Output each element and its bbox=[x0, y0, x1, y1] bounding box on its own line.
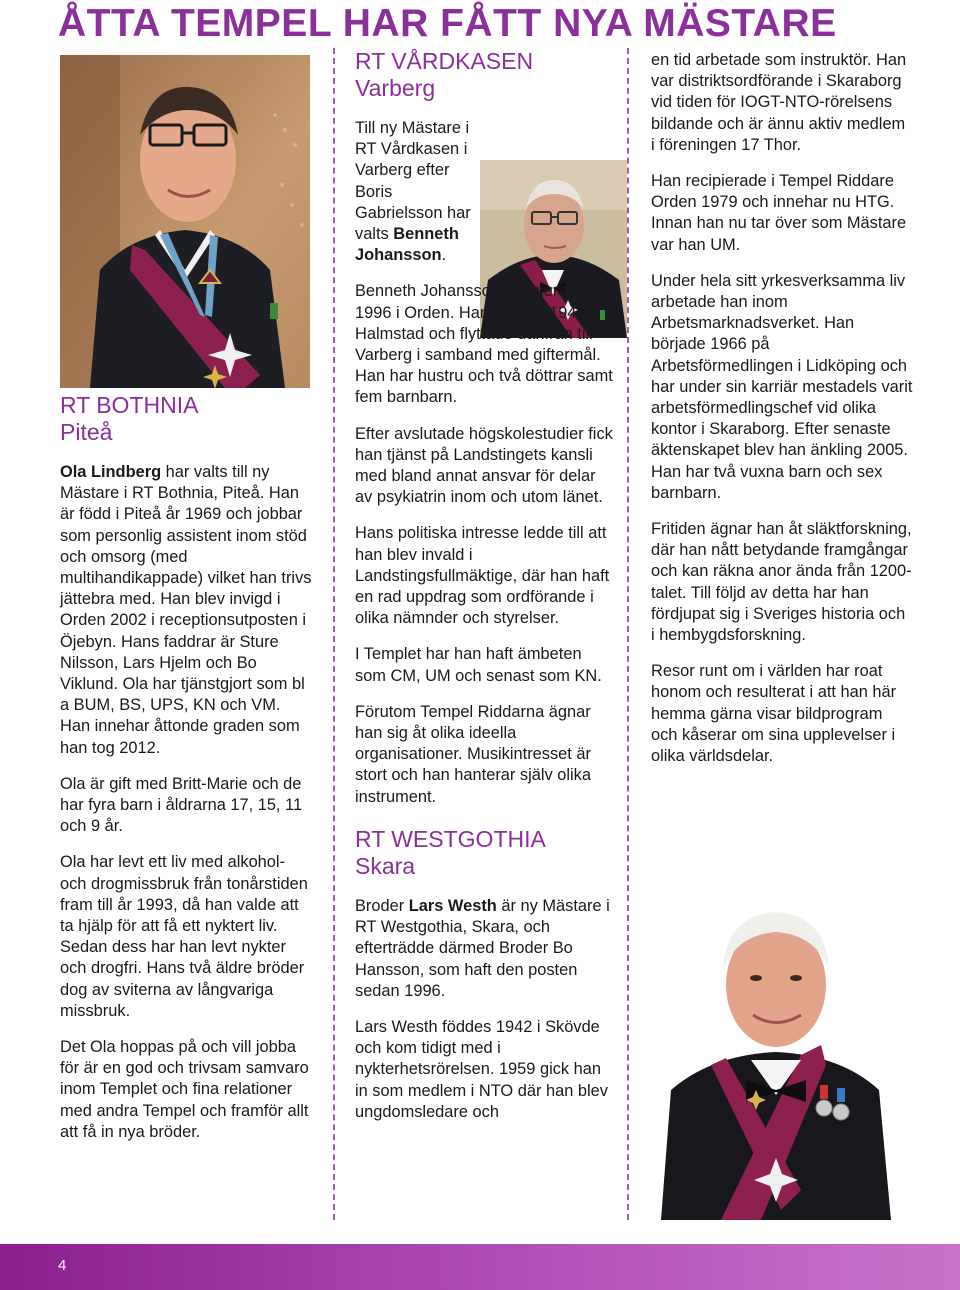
paragraph: Förutom Tempel Riddarna ägnar han sig åt olika ideella organisationer. Musikintresset är stort och han hanterar själv olika instrument. bbox=[355, 702, 591, 806]
column-divider-right bbox=[627, 48, 629, 1220]
paragraph-text: Benneth Johansson recipierade 1996 i Orden. Han är född 1944 i Halmstad och flyttade därifrån till Varberg i samband med giftermål. Han har hustru och två döttrar samt fem barnbarn. bbox=[355, 282, 613, 407]
paragraph bbox=[355, 118, 473, 266]
paragraph-text: har valts till ny Mästare i RT Bothnia, Piteå. Han är född i Piteå år 1969 och jobbar som personlig assistent inom stöd och omsorg (med multihandikappade) vilket han trivs jättebra med. Han blev invigd i Orden 2002 i receptionsutposten i Öjebyn. Hans faddrar är Sture Nilsson, Lars Hjelm och Bo Viklund. Ola har tjänstgjort som bl a BUM, BS, UPS, KN och VM. Han innehar åttonde graden som han tog 2012. bbox=[60, 463, 312, 757]
paragraph: Ola är gift med Britt-Marie och de har fyra barn i åldrarna 17, 15, 11 och 9 år. bbox=[60, 774, 303, 836]
page-title: ÅTTA TEMPEL HAR FÅTT NYA MÄSTARE bbox=[58, 2, 837, 45]
page-number: 4 bbox=[58, 1257, 67, 1274]
temple-name: RT WESTGOTHIA bbox=[355, 825, 546, 852]
paragraph: Efter avslutade högskolestudier fick han tjänst på Landstingets kansli med bland annat ansvar för delar av psykiatrin inom och utom länet. bbox=[355, 424, 613, 507]
heading-rt-vardkasen bbox=[355, 48, 613, 102]
person-name: Lars Westh bbox=[408, 896, 497, 915]
column-westgothia-continued bbox=[651, 50, 913, 782]
temple-name: RT VÅRDKASEN bbox=[355, 48, 534, 74]
paragraph: Det Ola hoppas på och vill jobba för är en god och trivsam samvaro inom Templet och fina relationer med andra Tempel och framför allt att få in nya bröder. bbox=[60, 1038, 309, 1141]
heading-rt-westgothia bbox=[355, 826, 613, 880]
column-vardkasen bbox=[355, 48, 613, 1138]
paragraph bbox=[355, 281, 613, 408]
paragraph: Ola har levt ett liv med alkohol- och drogmissbruk från tonårstiden fram till år 1993, då han valde att ta hjälp för att få ett nyktert liv. Sedan dess har han levt nykter och drogfri. Hans två äldre bröder dog av sviterna av långvariga missbruk. bbox=[60, 853, 308, 1020]
paragraph: Fritiden ägnar han åt släktforskning, där han nått betydande framgångar och kan räkna anor ända från 1200-talet. Till följd av detta har han fördjupat sig i Sveriges historia och i hembygdsforskning. bbox=[651, 520, 912, 645]
paragraph: Resor runt om i världen har roat honom och resulterat i att han här hemma gärna visar bildprogram och kåserar om sina upplevelser i olika världsdelar. bbox=[651, 662, 897, 766]
paragraph: Under hela sitt yrkesverksamma liv arbetade han inom Arbetsmarknadsverket. Han började 1966 på Arbetsförmedlingen i Lidköping och har under sin karriär mestadels varit arbetsförmedlingschef vid olika kontor i Skaraborg. Efter senaste äktenskapet blev han änkling 2005. Han har två vuxna barn och sex barnbarn. bbox=[651, 271, 913, 502]
paragraph-text: är ny Mästare i RT Westgothia, Skara, och efterträdde därmed Broder Bo Hansson, som haft den posten sedan 1996. bbox=[355, 896, 610, 1000]
paragraph: Han recipierade i Tempel Riddare Orden 1979 och innehar nu HTG. Innan han nu tar över som Mästare var han UM. bbox=[651, 172, 907, 254]
paragraph bbox=[355, 896, 613, 1002]
paragraph: Hans politiska intresse ledde till att han blev invald i Landstingsfullmäktige, där han haft en rad uppdrag som ordförande i olika nämnder och styrelser. bbox=[355, 524, 610, 628]
photo-ola-lindberg bbox=[60, 55, 310, 388]
person-name: Benneth Johansson bbox=[355, 225, 459, 265]
paragraph bbox=[60, 462, 312, 759]
paragraph: I Templet har han haft ämbeten som CM, UM och senast som KN. bbox=[355, 645, 602, 685]
temple-city: Piteå bbox=[60, 419, 113, 445]
temple-city: Varberg bbox=[355, 75, 436, 101]
page-footer bbox=[0, 1244, 960, 1290]
temple-city: Skara bbox=[355, 852, 416, 879]
person-name: Ola Lindberg bbox=[60, 463, 162, 481]
paragraph-text: . bbox=[441, 246, 447, 265]
paragraph: en tid arbetade som instruktör. Han var distriktsordförande i Skaraborg vid tiden för IOGT-NTO-rörelsens bildande och är ännu aktiv medlem i föreningen 17 Thor. bbox=[651, 51, 907, 154]
temple-name: RT BOTHNIA bbox=[60, 392, 199, 418]
paragraph-text: Broder bbox=[355, 896, 409, 915]
heading-rt-bothnia bbox=[60, 392, 312, 446]
paragraph: Lars Westh föddes 1942 i Skövde och kom tidigt med i nykterhetsrörelsen. 1959 gick han in som medlem i NTO där han blev ungdomsledare och bbox=[355, 1017, 608, 1121]
paragraph-text: Till ny Mästare i RT Vårdkasen i Varberg efter Boris Gabrielsson har valts bbox=[355, 119, 471, 244]
column-bothnia bbox=[60, 392, 312, 1158]
column-divider-left bbox=[333, 48, 335, 1220]
photo-lars-westh bbox=[651, 880, 901, 1220]
